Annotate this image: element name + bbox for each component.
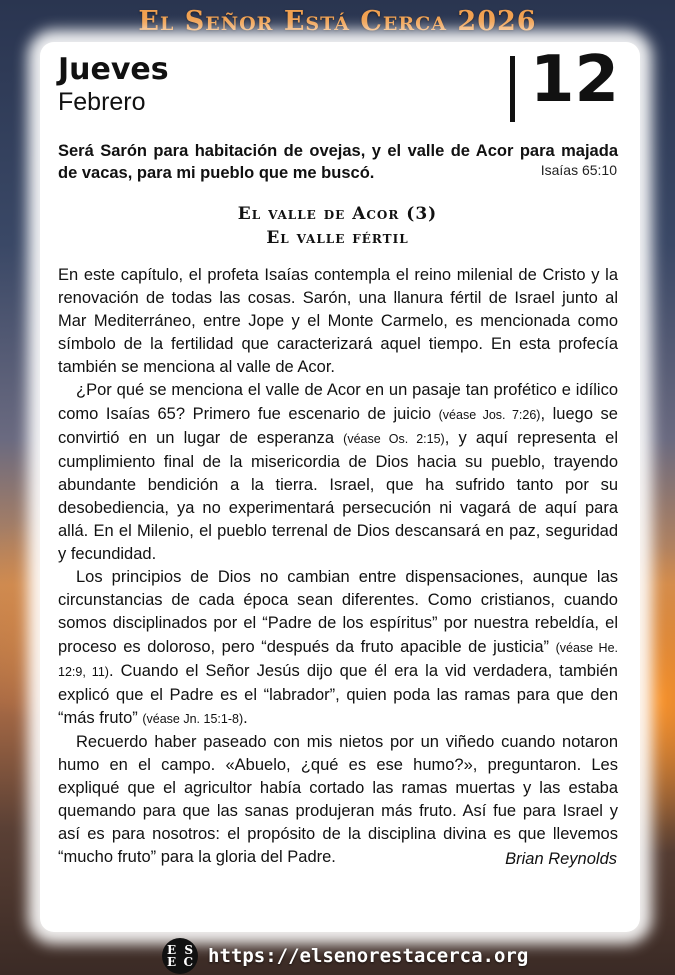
- logo-letter: S: [184, 943, 193, 957]
- scripture-ref: (véase He. 12:9, 11): [58, 640, 618, 679]
- weekday: Jueves: [58, 52, 169, 87]
- website-link[interactable]: https://elsenorestacerca.org: [208, 945, 529, 967]
- paragraph-3-text-a: Los principios de Dios no cambian entre dispensaciones, aunque las circunstancias de cada época sean diferentes. Como cristianos, cuando somos disciplinados por el “Padre de los espíritus” por nuestra rebeldía, el proceso es doloroso, pero “después da fruto apacible de justicia”: [58, 568, 618, 656]
- article-body: [58, 264, 618, 869]
- paragraph-2: [58, 379, 618, 566]
- footer: [162, 938, 528, 974]
- scripture-ref: (véase Os. 2:15): [343, 431, 445, 446]
- date-divider: [510, 56, 515, 122]
- verse-text: Será Sarón para habitación de ovejas, y el valle de Acor para majada de vacas, para mi pueblo que me buscó.: [58, 142, 618, 182]
- paragraph-3-text-c: .: [243, 708, 248, 727]
- publication-title: El Señor Está Cerca 2026: [138, 6, 537, 37]
- article-subtitle: El valle fértil: [266, 228, 409, 248]
- day-number: 12: [530, 43, 620, 117]
- paragraph-4: Recuerdo haber paseado con mis nietos por un viñedo cuando notaron humo en el campo. «Abuelo, ¿qué es ese humo?», preguntaron. Les expliqué que el agricultor había cortado las ramas muertas y las estaba quemando para que las sanas produjeran más fruto. Así fue para Israel y así es para nosotros: el propósito de la disciplina divina es que llevemos “mucho fruto” para la gloria del Padre.: [58, 732, 618, 867]
- scripture-ref: (véase Jos. 7:26): [438, 407, 541, 422]
- paragraph-1: En este capítulo, el profeta Isaías contempla el reino milenial de Cristo y la renovación de todas las cosas. Sarón, una llanura fértil de Israel junto al Mar Mediterráneo, entre Jope y el Monte Carmelo, es mencionada como símbolo de la fertilidad que caracterizará aquel tiempo. En esta profecía también se menciona al valle de Acor.: [58, 266, 618, 377]
- scripture-ref: (véase Jn. 15:1-8): [142, 711, 244, 726]
- logo-letter: E: [167, 955, 177, 969]
- logo-letter: E: [167, 943, 177, 957]
- paragraph-3: [58, 566, 618, 731]
- verse-reference: Isaías 65:10: [540, 162, 617, 178]
- paragraph-3-text-b: . Cuando el Señor Jesús dijo que él era la vid verdadera, también explicó que el Padre es el “labrador”, quien poda las ramas para que den “más fruto”: [58, 661, 618, 727]
- paragraph-2-text-a: ¿Por qué se menciona el valle de Acor en un pasaje tan profético e idílico como Isaías 65? Primero fue escenario de juicio: [58, 381, 618, 423]
- month: Febrero: [58, 88, 146, 116]
- paragraph-2-text-c: , y aquí representa el cumplimiento final de la misericordia de Dios hacia su pueblo, trayendo abundante bendición a la tierra. Israel, que ha sufrido tanto por su desobediencia, ya no experimentará persecución ni vagará de aquí para allá. En el Milenio, el pueblo terrenal de Dios descansará en paz, seguridad y fecundidad.: [58, 428, 619, 564]
- eseec-logo-icon: [162, 938, 198, 974]
- logo-letter: C: [183, 955, 193, 969]
- author-name: Brian Reynolds: [505, 850, 617, 868]
- article-title: El valle de Acor (3): [237, 204, 438, 224]
- paragraph-2-text-b: , luego se convirtió en un lugar de esperanza: [58, 404, 618, 447]
